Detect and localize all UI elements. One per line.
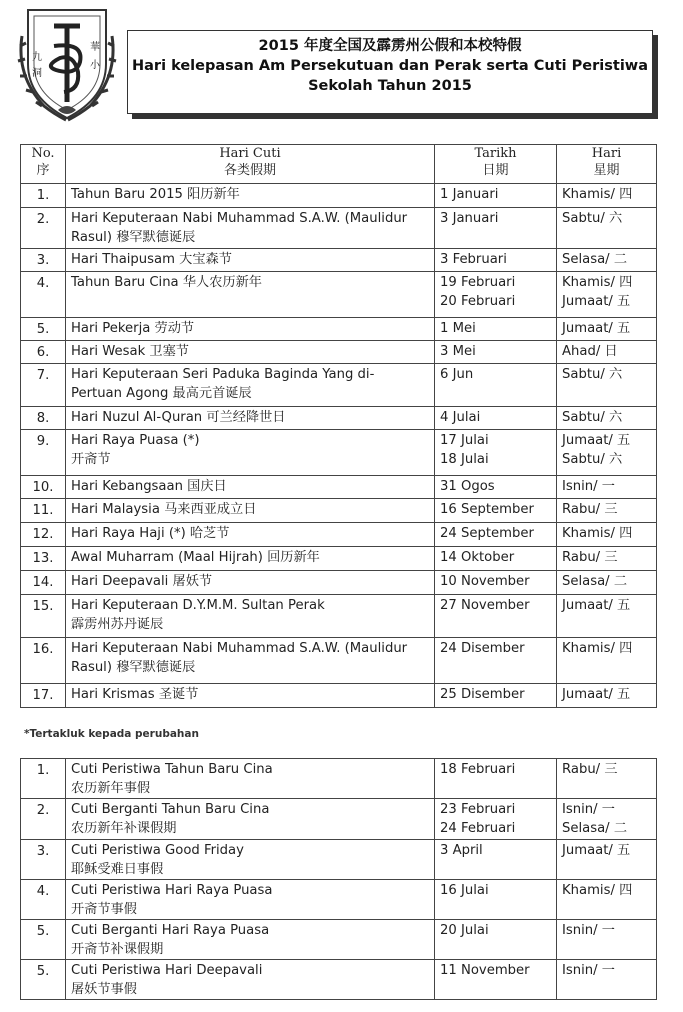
title-chinese: 2015 年度全国及霹雳州公假和本校特假 bbox=[258, 38, 522, 54]
holiday-name-text: Hari Raya Puasa (*) bbox=[71, 433, 200, 448]
table-row bbox=[21, 499, 657, 523]
holiday-number-text: 4. bbox=[36, 884, 50, 899]
public-holidays-body bbox=[21, 184, 657, 708]
holiday-day-text: Jumaat/ 五 bbox=[562, 687, 631, 702]
table-row bbox=[21, 684, 657, 708]
table-row bbox=[21, 523, 657, 547]
holiday-name bbox=[66, 476, 435, 499]
holiday-number-text: 2. bbox=[36, 803, 50, 818]
holiday-name bbox=[66, 208, 435, 249]
holiday-date-text: 4 Julai bbox=[440, 410, 481, 425]
holiday-date-text: 23 Februari bbox=[440, 802, 516, 817]
holiday-name bbox=[66, 430, 435, 476]
holiday-number-text: 9. bbox=[36, 434, 50, 449]
holiday-date bbox=[435, 638, 557, 684]
holiday-name-text: 农历新年事假 bbox=[71, 781, 151, 796]
logo-char: 九 bbox=[32, 52, 42, 63]
holiday-day bbox=[557, 499, 657, 523]
holiday-name-text: Cuti Peristiwa Hari Deepavali bbox=[71, 963, 263, 978]
holiday-day bbox=[557, 684, 657, 708]
holiday-name bbox=[66, 799, 435, 840]
holiday-number-text: 8. bbox=[36, 411, 50, 426]
holiday-day bbox=[557, 547, 657, 571]
holiday-day-text: Rabu/ 三 bbox=[562, 762, 618, 777]
holiday-number-text: 5. bbox=[36, 924, 50, 939]
holiday-name-text: Hari Malaysia 马来西亚成立日 bbox=[71, 502, 257, 517]
holiday-date bbox=[435, 571, 557, 595]
holiday-day-text: Jumaat/ 五 bbox=[562, 321, 631, 336]
holiday-number-text: 3. bbox=[36, 844, 50, 859]
holiday-date-text: 6 Jun bbox=[440, 367, 474, 382]
holiday-date-text: 14 Oktober bbox=[440, 550, 515, 565]
holiday-date-text: 1 Januari bbox=[440, 187, 499, 202]
holiday-day-text: Sabtu/ 六 bbox=[562, 367, 623, 382]
holiday-number bbox=[21, 799, 66, 840]
holiday-name-text: Cuti Berganti Hari Raya Puasa bbox=[71, 923, 270, 938]
holiday-day bbox=[557, 184, 657, 208]
holiday-day bbox=[557, 249, 657, 272]
holiday-day bbox=[557, 595, 657, 638]
table-row bbox=[21, 208, 657, 249]
table-row bbox=[21, 960, 657, 1000]
table-row bbox=[21, 272, 657, 318]
holiday-name bbox=[66, 684, 435, 708]
holiday-day bbox=[557, 523, 657, 547]
holiday-name-text: Hari Keputeraan Seri Paduka Baginda Yang di- bbox=[71, 367, 375, 382]
holiday-day bbox=[557, 799, 657, 840]
holiday-date bbox=[435, 799, 557, 840]
holiday-day-text: Selasa/ 二 bbox=[562, 574, 628, 589]
holiday-day bbox=[557, 407, 657, 430]
table-row bbox=[21, 799, 657, 840]
holiday-number-text: 10. bbox=[32, 480, 54, 495]
holiday-date-text: 3 Februari bbox=[440, 252, 507, 267]
holiday-day bbox=[557, 272, 657, 318]
holiday-date-text: 16 Julai bbox=[440, 883, 489, 898]
holiday-number bbox=[21, 407, 66, 430]
holiday-name-text: Pertuan Agong 最高元首诞辰 bbox=[71, 386, 252, 401]
holiday-name bbox=[66, 272, 435, 318]
table-row bbox=[21, 638, 657, 684]
column-header-day: Hari 星期 bbox=[557, 145, 657, 184]
holiday-date bbox=[435, 208, 557, 249]
holiday-name-text: 霹雳州苏丹诞辰 bbox=[71, 617, 164, 632]
holiday-number-text: 6. bbox=[36, 345, 50, 360]
holiday-day bbox=[557, 364, 657, 407]
holiday-number bbox=[21, 208, 66, 249]
holiday-number-text: 1. bbox=[36, 763, 50, 778]
holiday-day-text: Rabu/ 三 bbox=[562, 502, 618, 517]
holiday-date-text: 27 November bbox=[440, 598, 530, 613]
holiday-day bbox=[557, 341, 657, 364]
holiday-number-text: 1. bbox=[36, 188, 50, 203]
table-row bbox=[21, 364, 657, 407]
holiday-name bbox=[66, 249, 435, 272]
holiday-date-text: 24 Disember bbox=[440, 641, 525, 656]
holiday-day-text: Jumaat/ 五 bbox=[562, 433, 631, 448]
holiday-day-text: Jumaat/ 五 bbox=[562, 598, 631, 613]
holiday-number-text: 16. bbox=[32, 642, 54, 657]
holiday-day-text: Sabtu/ 六 bbox=[562, 452, 623, 467]
holiday-number-text: 13. bbox=[32, 551, 54, 566]
holiday-name bbox=[66, 571, 435, 595]
holiday-date bbox=[435, 595, 557, 638]
table-row bbox=[21, 840, 657, 880]
holiday-date bbox=[435, 920, 557, 960]
holiday-name bbox=[66, 341, 435, 364]
holiday-number bbox=[21, 341, 66, 364]
holiday-name bbox=[66, 920, 435, 960]
holiday-name bbox=[66, 318, 435, 341]
table-header-row bbox=[21, 145, 657, 184]
holiday-name-text: Hari Keputeraan D.Y.M.M. Sultan Perak bbox=[71, 598, 325, 613]
holiday-day bbox=[557, 759, 657, 799]
holiday-name bbox=[66, 407, 435, 430]
holiday-number bbox=[21, 571, 66, 595]
holiday-number bbox=[21, 880, 66, 920]
holiday-day-text: Isnin/ 一 bbox=[562, 923, 615, 938]
holiday-day bbox=[557, 208, 657, 249]
holiday-name bbox=[66, 960, 435, 1000]
holiday-number bbox=[21, 523, 66, 547]
holiday-date bbox=[435, 430, 557, 476]
title-malay: Hari kelepasan Am Persekutuan dan Perak serta Cuti Peristiwa bbox=[132, 58, 648, 74]
table-row bbox=[21, 341, 657, 364]
holiday-name-text: Hari Kebangsaan 国庆日 bbox=[71, 479, 227, 494]
holiday-date bbox=[435, 184, 557, 208]
holiday-date-text: 3 Mei bbox=[440, 344, 476, 359]
holiday-name-text: Hari Thaipusam 大宝森节 bbox=[71, 252, 232, 267]
holiday-date-text: 20 Julai bbox=[440, 923, 489, 938]
holiday-name-text: Rasul) 穆罕默德诞辰 bbox=[71, 230, 196, 245]
holiday-name-text: Awal Muharram (Maal Hijrah) 回历新年 bbox=[71, 550, 320, 565]
table-row bbox=[21, 759, 657, 799]
holiday-name-text: Cuti Berganti Tahun Baru Cina bbox=[71, 802, 270, 817]
holiday-day bbox=[557, 920, 657, 960]
holiday-date-text: 17 Julai bbox=[440, 433, 489, 448]
holiday-name bbox=[66, 595, 435, 638]
holiday-number bbox=[21, 184, 66, 208]
holiday-name-text: Cuti Peristiwa Hari Raya Puasa bbox=[71, 883, 273, 898]
table-row bbox=[21, 184, 657, 208]
holiday-name-text: Hari Keputeraan Nabi Muhammad S.A.W. (Maulidur bbox=[71, 211, 408, 226]
holiday-number bbox=[21, 430, 66, 476]
table-row bbox=[21, 407, 657, 430]
holiday-day-text: Khamis/ 四 bbox=[562, 187, 633, 202]
holiday-day bbox=[557, 638, 657, 684]
holiday-number bbox=[21, 920, 66, 960]
holiday-name bbox=[66, 638, 435, 684]
holiday-name bbox=[66, 523, 435, 547]
holiday-number-text: 14. bbox=[32, 575, 54, 590]
holiday-number bbox=[21, 318, 66, 341]
holiday-date-text: 11 November bbox=[440, 963, 530, 978]
holiday-name-text: 农历新年补课假期 bbox=[71, 821, 177, 836]
holiday-name-text: Tahun Baru 2015 阳历新年 bbox=[71, 187, 240, 202]
holiday-day-text: Jumaat/ 五 bbox=[562, 843, 631, 858]
holiday-number bbox=[21, 638, 66, 684]
holiday-name-text: 屠妖节事假 bbox=[71, 982, 137, 997]
holiday-name-text: Cuti Peristiwa Tahun Baru Cina bbox=[71, 762, 273, 777]
holiday-number-text: 12. bbox=[32, 527, 54, 542]
holiday-day-text: Khamis/ 四 bbox=[562, 526, 633, 541]
holiday-name bbox=[66, 364, 435, 407]
school-holidays-body bbox=[21, 759, 657, 1000]
holiday-day-text: Selasa/ 二 bbox=[562, 821, 628, 836]
holiday-name bbox=[66, 184, 435, 208]
holiday-date-text: 19 Februari bbox=[440, 275, 516, 290]
holiday-date bbox=[435, 523, 557, 547]
holiday-date bbox=[435, 341, 557, 364]
holiday-date-text: 24 Februari bbox=[440, 821, 516, 836]
holiday-date-text: 24 September bbox=[440, 526, 534, 541]
holiday-number-text: 2. bbox=[36, 212, 50, 227]
holiday-day bbox=[557, 318, 657, 341]
holiday-name-text: Hari Keputeraan Nabi Muhammad S.A.W. (Maulidur bbox=[71, 641, 408, 656]
holiday-number-text: 3. bbox=[36, 253, 50, 268]
holiday-day-text: Isnin/ 一 bbox=[562, 963, 615, 978]
holiday-date bbox=[435, 840, 557, 880]
holiday-name-text: 开斋节补课假期 bbox=[71, 942, 164, 957]
logo-char: 華 bbox=[90, 42, 100, 53]
school-holidays-table bbox=[20, 758, 657, 1000]
holiday-name-text: Hari Pekerja 劳动节 bbox=[71, 321, 195, 336]
holiday-day bbox=[557, 430, 657, 476]
holiday-name bbox=[66, 840, 435, 880]
holiday-day-text: Khamis/ 四 bbox=[562, 641, 633, 656]
holiday-name bbox=[66, 499, 435, 523]
holiday-number bbox=[21, 840, 66, 880]
holiday-number bbox=[21, 547, 66, 571]
holiday-name bbox=[66, 547, 435, 571]
column-header-holiday: Hari Cuti 各类假期 bbox=[66, 145, 435, 184]
school-crest-logo bbox=[14, 6, 120, 126]
holiday-number bbox=[21, 759, 66, 799]
holiday-date bbox=[435, 547, 557, 571]
holiday-day-text: Khamis/ 四 bbox=[562, 275, 633, 290]
table-row bbox=[21, 547, 657, 571]
holiday-day-text: Isnin/ 一 bbox=[562, 479, 615, 494]
holiday-number-text: 4. bbox=[36, 276, 50, 291]
holiday-day bbox=[557, 571, 657, 595]
holiday-day-text: Ahad/ 日 bbox=[562, 344, 618, 359]
holiday-date-text: 16 September bbox=[440, 502, 534, 517]
holiday-day bbox=[557, 840, 657, 880]
holiday-date-text: 1 Mei bbox=[440, 321, 476, 336]
holiday-date-text: 18 Julai bbox=[440, 452, 489, 467]
table-row bbox=[21, 318, 657, 341]
holiday-number bbox=[21, 272, 66, 318]
holiday-day-text: Sabtu/ 六 bbox=[562, 410, 623, 425]
holiday-name-text: Tahun Baru Cina 华人农历新年 bbox=[71, 275, 262, 290]
logo-char: 洞 bbox=[32, 68, 42, 79]
holiday-name-text: Hari Nuzul Al-Quran 可兰经降世日 bbox=[71, 410, 286, 425]
holiday-date-text: 20 Februari bbox=[440, 294, 516, 309]
table-row bbox=[21, 430, 657, 476]
table-row bbox=[21, 571, 657, 595]
holiday-date-text: 31 Ogos bbox=[440, 479, 495, 494]
holiday-date bbox=[435, 407, 557, 430]
holiday-name-text: Hari Raya Haji (*) 哈芝节 bbox=[71, 526, 230, 541]
holiday-number-text: 5. bbox=[36, 964, 50, 979]
holiday-number bbox=[21, 249, 66, 272]
holiday-name-text: Cuti Peristiwa Good Friday bbox=[71, 843, 244, 858]
holiday-name-text: Rasul) 穆罕默德诞辰 bbox=[71, 660, 196, 675]
holiday-number-text: 11. bbox=[32, 503, 54, 518]
table-row bbox=[21, 249, 657, 272]
holiday-date-text: 10 November bbox=[440, 574, 530, 589]
holiday-number-text: 5. bbox=[36, 322, 50, 337]
title-year: Sekolah Tahun 2015 bbox=[308, 78, 472, 94]
holiday-date bbox=[435, 960, 557, 1000]
holiday-number bbox=[21, 960, 66, 1000]
holiday-number-text: 17. bbox=[32, 688, 54, 703]
holiday-day-text: Jumaat/ 五 bbox=[562, 294, 631, 309]
holiday-number-text: 7. bbox=[36, 368, 50, 383]
public-holidays-table bbox=[20, 144, 657, 708]
table-row bbox=[21, 476, 657, 499]
holiday-date bbox=[435, 759, 557, 799]
holiday-name-text: 耶稣受难日事假 bbox=[71, 862, 164, 877]
holiday-date-text: 25 Disember bbox=[440, 687, 525, 702]
column-header-no: No. 序 bbox=[21, 145, 66, 184]
holiday-name bbox=[66, 759, 435, 799]
table-row bbox=[21, 880, 657, 920]
footnote: *Tertakluk kepada perubahan bbox=[24, 728, 199, 740]
holiday-date bbox=[435, 364, 557, 407]
holiday-name bbox=[66, 880, 435, 920]
table-row bbox=[21, 920, 657, 960]
column-header-date: Tarikh 日期 bbox=[435, 145, 557, 184]
holiday-day-text: Sabtu/ 六 bbox=[562, 211, 623, 226]
holiday-number bbox=[21, 684, 66, 708]
holiday-day bbox=[557, 880, 657, 920]
holiday-day-text: Isnin/ 一 bbox=[562, 802, 615, 817]
holiday-day-text: Selasa/ 二 bbox=[562, 252, 628, 267]
holiday-number bbox=[21, 499, 66, 523]
holiday-name-text: Hari Krismas 圣诞节 bbox=[71, 687, 199, 702]
holiday-date bbox=[435, 318, 557, 341]
table-row bbox=[21, 595, 657, 638]
holiday-name-text: 开斋节 bbox=[71, 452, 111, 467]
holiday-date bbox=[435, 476, 557, 499]
holiday-day bbox=[557, 960, 657, 1000]
holiday-date-text: 3 April bbox=[440, 843, 483, 858]
holiday-day-text: Rabu/ 三 bbox=[562, 550, 618, 565]
holiday-date bbox=[435, 249, 557, 272]
holiday-day-text: Khamis/ 四 bbox=[562, 883, 633, 898]
document-title-box bbox=[127, 30, 653, 114]
holiday-date-text: 3 Januari bbox=[440, 211, 499, 226]
holiday-date-text: 18 Februari bbox=[440, 762, 516, 777]
holiday-number bbox=[21, 595, 66, 638]
holiday-date bbox=[435, 272, 557, 318]
holiday-name-text: Hari Wesak 卫塞节 bbox=[71, 344, 189, 359]
holiday-date bbox=[435, 880, 557, 920]
holiday-number bbox=[21, 364, 66, 407]
holiday-number bbox=[21, 476, 66, 499]
logo-char: 小 bbox=[90, 60, 100, 71]
holiday-date bbox=[435, 684, 557, 708]
holiday-name-text: Hari Deepavali 屠妖节 bbox=[71, 574, 213, 589]
holiday-day bbox=[557, 476, 657, 499]
holiday-number-text: 15. bbox=[32, 599, 54, 614]
holiday-date bbox=[435, 499, 557, 523]
holiday-name-text: 开斋节事假 bbox=[71, 902, 137, 917]
